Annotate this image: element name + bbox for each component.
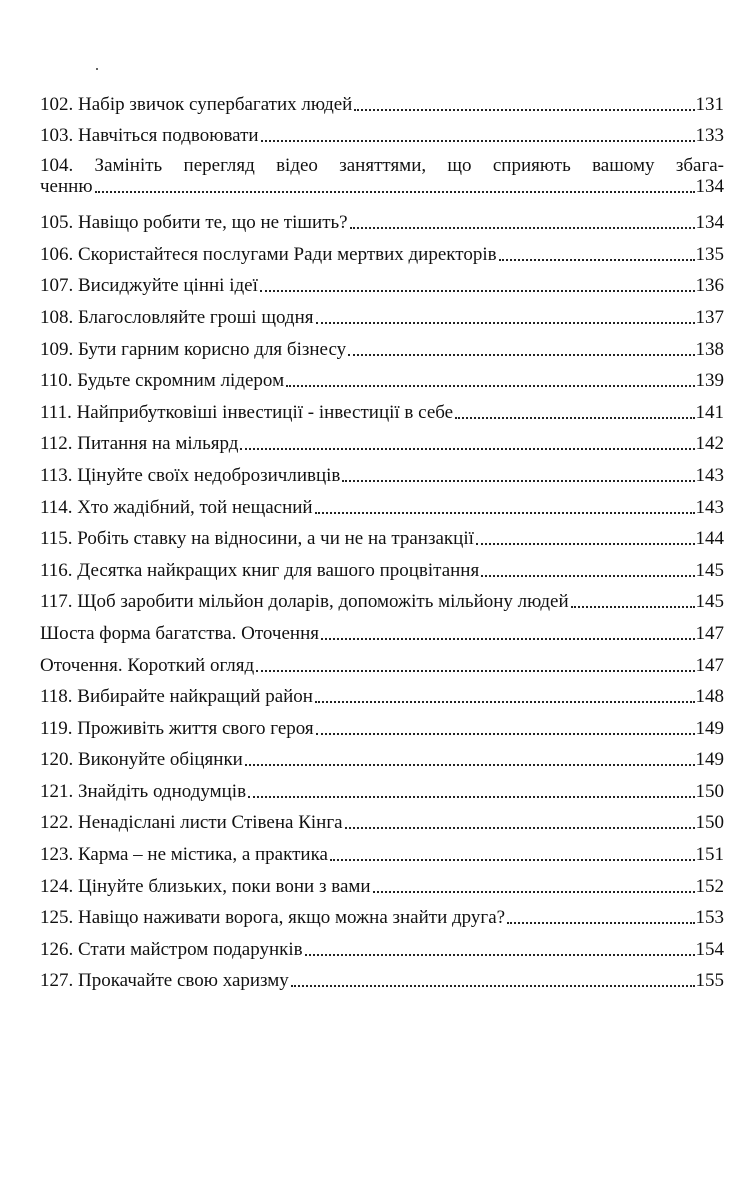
table-of-contents	[40, 82, 724, 990]
toc-entry-page: 134	[695, 176, 724, 198]
toc-entry-title: 117. Щоб заробити мільйон доларів, допоможіть мільйону людей	[40, 591, 569, 613]
toc-entry-page: 141	[695, 401, 724, 423]
toc-entry-page: 147	[695, 622, 724, 644]
toc-entry	[40, 769, 724, 801]
toc-entry-page: 136	[695, 275, 724, 297]
toc-entry	[40, 832, 724, 864]
leader-dots	[499, 259, 695, 261]
leader-dots	[373, 891, 695, 893]
toc-entry-page: 145	[695, 591, 724, 613]
toc-entry-title: 118. Вибирайте найкращий район	[40, 686, 313, 708]
leader-dots	[245, 764, 695, 766]
leader-dots	[476, 543, 695, 545]
leader-dots	[342, 480, 694, 482]
toc-entry-title: 112. Питання на мільярд	[40, 433, 239, 455]
toc-entry-title: 125. Навіщо наживати ворога, якщо можна знайти друга?	[40, 907, 506, 929]
toc-entry	[40, 485, 724, 517]
leader-dots	[571, 606, 695, 608]
toc-entry-title: 127. Прокачайте свою харизму	[40, 970, 289, 992]
toc-entry-title: 108. Благословляйте гроші щодня	[40, 306, 314, 328]
toc-entry-title: 106. Скористайтеся послугами Ради мертвих директорів	[40, 243, 497, 265]
toc-entry	[40, 82, 724, 114]
toc-entry	[40, 232, 724, 264]
toc-entry-page: 139	[695, 370, 724, 392]
toc-entry-page: 142	[695, 433, 724, 455]
toc-entry-page: 150	[695, 812, 724, 834]
leader-dots	[321, 638, 695, 640]
leader-dots	[316, 733, 695, 735]
toc-entry	[40, 264, 724, 296]
toc-entry	[40, 896, 724, 928]
toc-entry	[40, 959, 724, 991]
toc-entry-title: Оточення. Короткий огляд	[40, 654, 255, 676]
toc-entry-page: 147	[695, 654, 724, 676]
toc-entry-title-line1: 104. Замініть перегляд відео заняттями, що сприяють вашому збага-	[40, 155, 724, 177]
toc-entry	[40, 114, 724, 146]
toc-entry-page: 145	[695, 559, 724, 581]
toc-entry-title: 122. Ненадіслані листи Стівена Кінга	[40, 812, 343, 834]
leader-dots	[348, 354, 694, 356]
toc-entry	[40, 517, 724, 549]
toc-entry-title: Шоста форма багатства. Оточення	[40, 622, 319, 644]
toc-entry-title: 102. Набір звичок супербагатих людей	[40, 93, 353, 115]
toc-entry	[40, 611, 724, 643]
toc-entry-page: 131	[695, 93, 724, 115]
toc-entry-title: 126. Стати майстром подарунків	[40, 938, 303, 960]
toc-entry-title: 121. Знайдіть однодумців	[40, 780, 247, 802]
toc-entry	[40, 295, 724, 327]
toc-entry-title: 107. Висиджуйте цінні ідеї	[40, 275, 258, 297]
leader-dots	[305, 954, 695, 956]
toc-entry-page: 143	[695, 464, 724, 486]
toc-entry	[40, 738, 724, 770]
toc-entry	[40, 197, 724, 232]
toc-entry	[40, 675, 724, 707]
toc-entry	[40, 801, 724, 833]
toc-entry	[40, 580, 724, 612]
toc-entry-title: 116. Десятка найкращих книг для вашого процвітання	[40, 559, 480, 581]
leader-dots	[286, 385, 694, 387]
toc-entry-title: 110. Будьте скромним лідером	[40, 370, 285, 392]
toc-entry-page: 149	[695, 717, 724, 739]
leader-dots	[345, 827, 695, 829]
toc-entry-page: 133	[695, 125, 724, 147]
toc-entry-title: 103. Навчіться подвоювати	[40, 125, 259, 147]
toc-entry-page: 153	[695, 907, 724, 929]
toc-entry	[40, 643, 724, 675]
toc-entry	[40, 453, 724, 485]
leader-dots	[507, 922, 694, 924]
toc-entry	[40, 927, 724, 959]
toc-entry-page: 148	[695, 686, 724, 708]
toc-entry-page: 137	[695, 306, 724, 328]
toc-entry-page: 154	[695, 938, 724, 960]
toc-entry-title: 111. Найприбутковіші інвестиції - інвестиції в себе	[40, 401, 454, 423]
toc-entry	[40, 145, 724, 197]
leader-dots	[261, 140, 695, 142]
toc-entry-page: 150	[695, 780, 724, 802]
print-speck	[96, 68, 98, 70]
toc-entry-title-line2: ченню	[40, 176, 93, 198]
leader-dots	[248, 796, 694, 798]
toc-entry-page: 152	[695, 875, 724, 897]
leader-dots	[354, 109, 694, 111]
toc-entry-page: 134	[695, 212, 724, 234]
leader-dots	[481, 575, 694, 577]
toc-entry	[40, 422, 724, 454]
toc-entry	[40, 864, 724, 896]
leader-dots	[315, 701, 695, 703]
toc-entry-page: 143	[695, 496, 724, 518]
leader-dots	[315, 512, 695, 514]
toc-entry	[40, 359, 724, 391]
toc-entry-page: 144	[695, 528, 724, 550]
leader-dots	[316, 322, 695, 324]
toc-entry	[40, 390, 724, 422]
leader-dots	[330, 859, 695, 861]
toc-entry-page: 151	[695, 844, 724, 866]
leader-dots	[350, 227, 695, 229]
toc-entry-page: 135	[695, 243, 724, 265]
toc-entry-line2	[40, 176, 724, 197]
leader-dots	[240, 448, 694, 450]
toc-entry	[40, 548, 724, 580]
toc-entry-page: 149	[695, 749, 724, 771]
leader-dots	[260, 290, 695, 292]
toc-entry-title: 114. Хто жадібний, той нещасний	[40, 496, 313, 518]
toc-entry-title: 115. Робіть ставку на відносини, а чи не на транзакції	[40, 528, 474, 550]
toc-entry-title: 123. Карма – не містика, а практика	[40, 844, 328, 866]
leader-dots	[95, 191, 695, 193]
toc-entry	[40, 706, 724, 738]
toc-entry-page: 155	[695, 970, 724, 992]
leader-dots	[455, 417, 694, 419]
toc-entry-title: 124. Цінуйте близьких, поки вони з вами	[40, 875, 371, 897]
toc-entry-title: 120. Виконуйте обіцянки	[40, 749, 243, 771]
toc-entry-title: 109. Бути гарним корисно для бізнесу	[40, 338, 347, 360]
toc-entry-title: 113. Цінуйте своїх недоброзичливців	[40, 464, 341, 486]
toc-entry-title: 119. Проживіть життя свого героя	[40, 717, 314, 739]
toc-entry	[40, 327, 724, 359]
leader-dots	[291, 985, 695, 987]
leader-dots	[256, 670, 694, 672]
toc-entry-page: 138	[695, 338, 724, 360]
toc-entry-title: 105. Навіщо робити те, що не тішить?	[40, 212, 348, 234]
